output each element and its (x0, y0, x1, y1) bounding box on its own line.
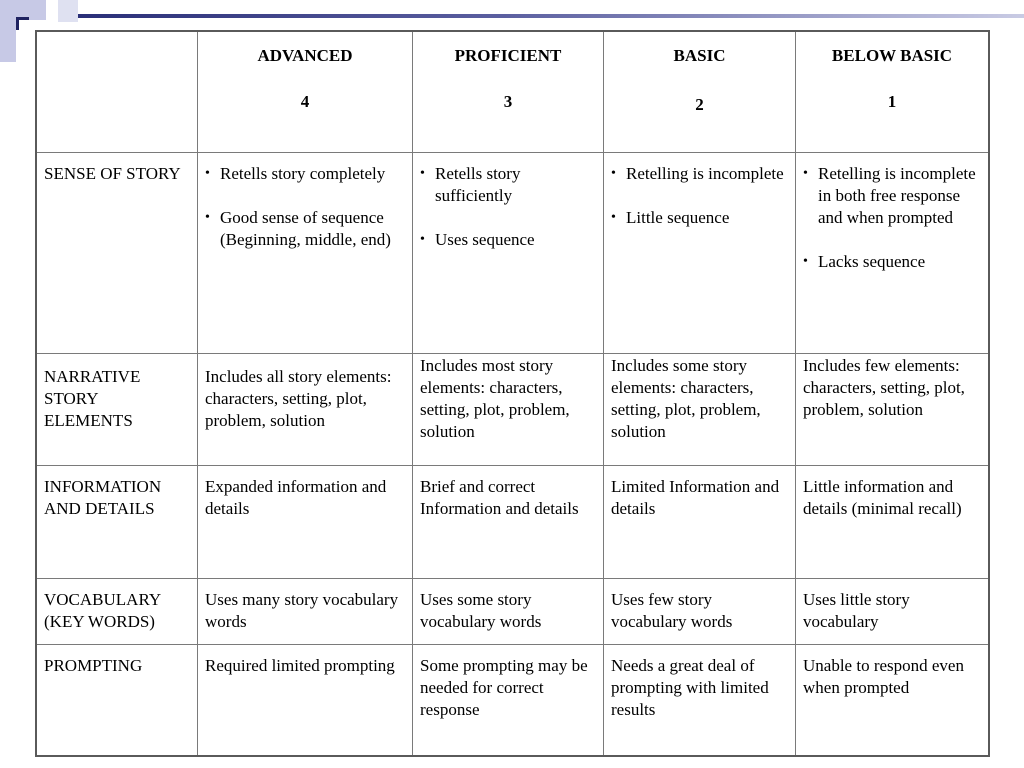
level-header-basic (604, 32, 796, 153)
rubric-cell: Little information and details (minimal recall) (796, 466, 988, 579)
rubric-cell: Limited Information and details (604, 466, 796, 579)
level-score: 4 (300, 92, 310, 111)
rubric-cell: Uses many story vocabulary words (198, 579, 413, 645)
rubric-cell: Needs a great deal of prompting with limited results (604, 645, 796, 755)
criterion-label: VOCABULARY (KEY WORDS) (37, 579, 198, 645)
rubric-cell: Includes few elements: characters, setting, plot, problem, solution (796, 354, 988, 466)
level-title: ADVANCED (257, 46, 353, 65)
bullet-item: • Retelling is incomplete (611, 163, 788, 185)
rubric-cell: Uses some story vocabulary words (413, 579, 604, 645)
level-header-below-basic (796, 32, 988, 153)
template-header-line (78, 14, 1024, 18)
rubric-row-narrative-story-elements (37, 354, 988, 466)
level-title: PROFICIENT (454, 46, 562, 65)
rubric-row-sense-of-story (37, 153, 988, 354)
criterion-label: INFORMATION AND DETAILS (37, 466, 198, 579)
bullet-item: • Lacks sequence (803, 251, 981, 273)
header-row (37, 32, 988, 153)
bullet-item: • Uses sequence (420, 229, 596, 251)
rubric-cell (413, 153, 604, 354)
criterion-label: SENSE OF STORY (37, 153, 198, 354)
rubric-cell: Expanded information and details (198, 466, 413, 579)
rubric-row-information-and-details (37, 466, 988, 579)
criterion-label: NARRATIVE STORY ELEMENTS (37, 354, 198, 466)
corner-bracket-icon (16, 17, 29, 30)
level-score: 1 (887, 92, 897, 111)
level-score: 3 (503, 92, 513, 111)
bullet-item: • Little sequence (611, 207, 788, 229)
level-title: BASIC (673, 46, 726, 65)
rubric-row-vocabulary (37, 579, 988, 645)
rubric-cell: Includes some story elements: characters, setting, plot, problem, solution (604, 354, 796, 466)
criterion-label: PROMPTING (37, 645, 198, 755)
level-title: BELOW BASIC (831, 46, 953, 65)
rubric-cell: Some prompting may be needed for correct response (413, 645, 604, 755)
rubric-cell: Uses little story vocabulary (796, 579, 988, 645)
rubric-cell (198, 153, 413, 354)
level-score: 2 (695, 95, 704, 114)
rubric-cell (796, 153, 988, 354)
rubric-cell: Unable to respond even when prompted (796, 645, 988, 755)
rubric-cell: Includes most story elements: characters, setting, plot, problem, solution (413, 354, 604, 466)
rubric-table (35, 30, 990, 757)
rubric-cell: Uses few story vocabulary words (604, 579, 796, 645)
bullet-item: • Retells story completely (205, 163, 405, 185)
bullet-item: • Retelling is incomplete in both free response and when prompted (803, 163, 981, 229)
rubric-row-prompting (37, 645, 988, 755)
template-decoration-block (58, 0, 78, 22)
corner-cell (37, 32, 198, 153)
rubric-cell: Required limited prompting (198, 645, 413, 755)
template-decoration-block (0, 20, 16, 62)
bullet-item: • Retells story sufficiently (420, 163, 596, 207)
level-header-advanced (198, 32, 413, 153)
bullet-item: • Good sense of sequence (Beginning, middle, end) (205, 207, 405, 251)
rubric-cell: Includes all story elements: characters, setting, plot, problem, solution (198, 354, 413, 466)
rubric-cell (604, 153, 796, 354)
rubric-cell: Brief and correct Information and details (413, 466, 604, 579)
level-header-proficient (413, 32, 604, 153)
